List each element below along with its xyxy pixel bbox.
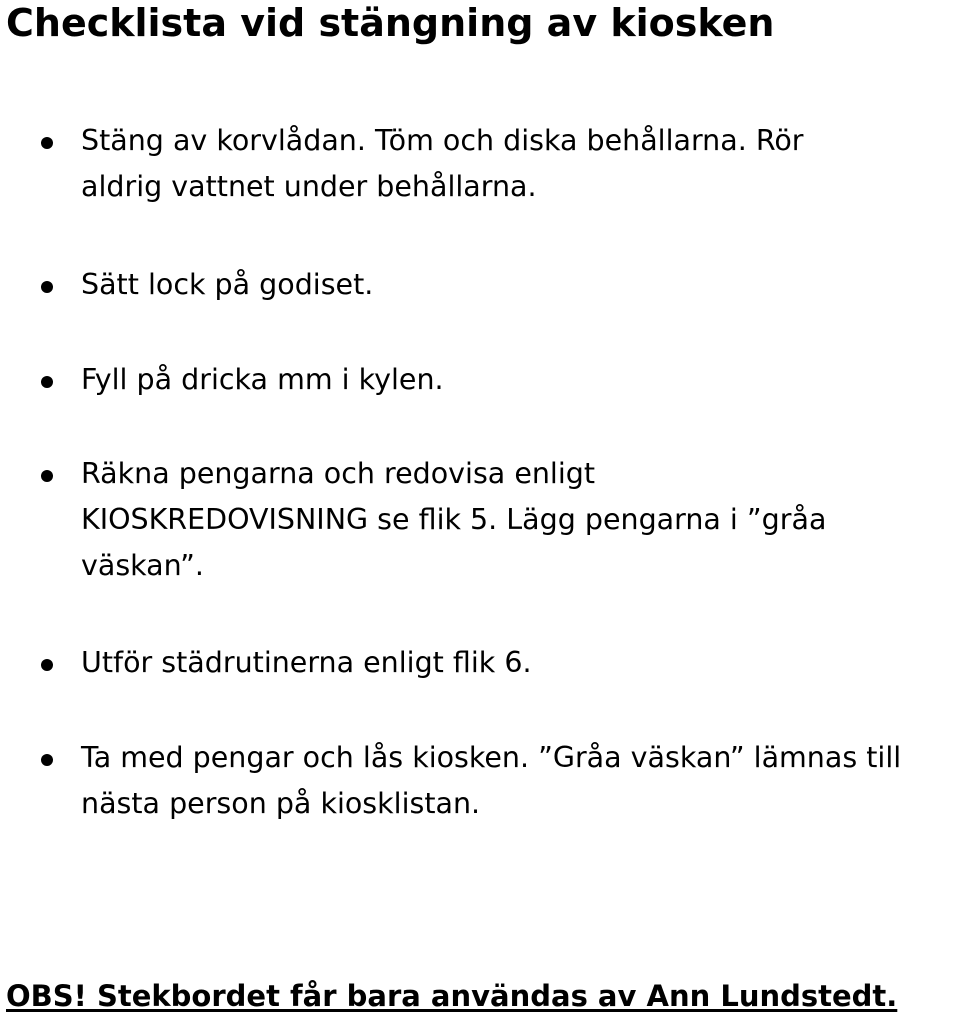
checklist-item-text: Ta med pengar och lås kiosken. ”Gråa väskan” lämnas till nästa person på kiosklistan.	[81, 741, 902, 820]
checklist-item-text: Stäng av korvlådan. Töm och diska behållarna. Rör aldrig vattnet under behållarna.	[81, 124, 804, 203]
checklist-item-text: Räkna pengarna och redovisa enligt KIOSKREDOVISNING se flik 5. Lägg pengarna i ”gråa väskan”.	[81, 457, 827, 582]
footer-note: OBS! Stekbordet får bara användas av Ann Lundstedt.	[6, 979, 898, 1013]
document-title: Checklista vid stängning av kiosken	[6, 1, 775, 45]
bullet-icon	[41, 281, 53, 293]
bullet-icon	[41, 470, 53, 482]
bullet-icon	[41, 754, 53, 766]
bullet-icon	[41, 137, 53, 149]
checklist-item-text: Utför städrutinerna enligt flik 6.	[81, 646, 532, 679]
checklist-item-text: Sätt lock på godiset.	[81, 268, 374, 301]
bullet-icon	[41, 376, 53, 388]
bullet-icon	[41, 659, 53, 671]
checklist-item-text: Fyll på dricka mm i kylen.	[81, 363, 444, 396]
